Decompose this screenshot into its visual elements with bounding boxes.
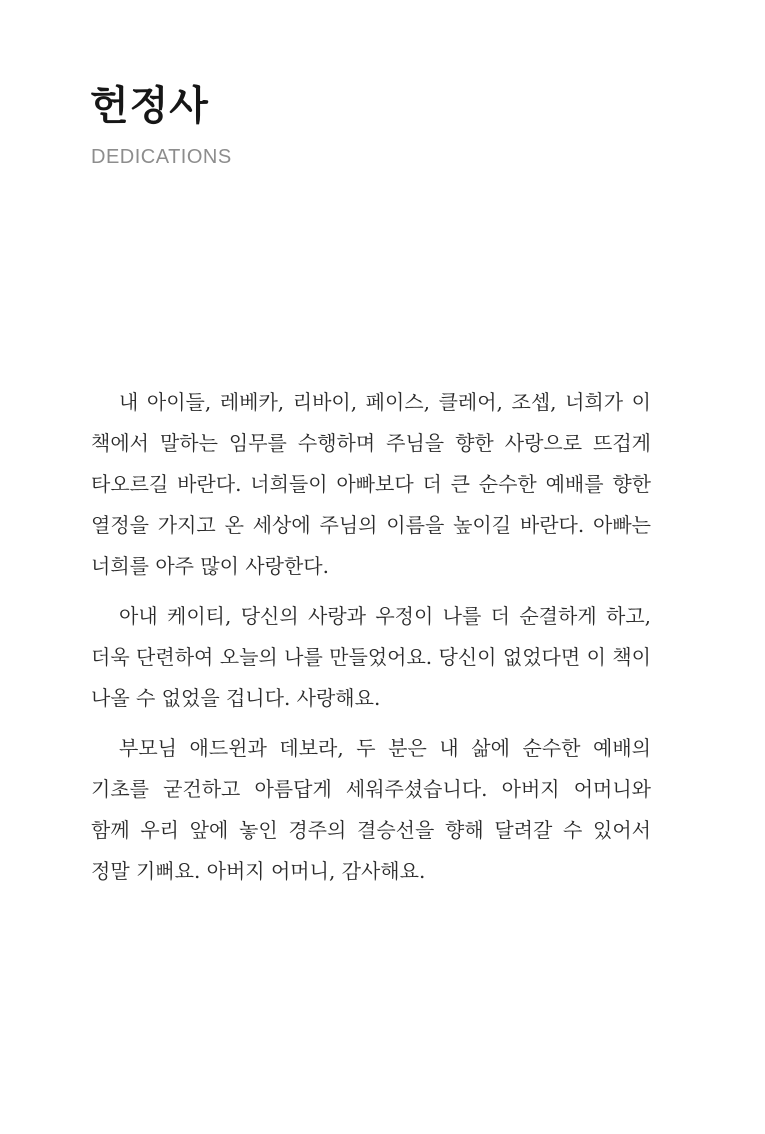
page-title: 헌정사 xyxy=(90,83,209,129)
page-subtitle: DEDICATIONS xyxy=(91,146,232,168)
paragraph-parents: 부모님 애드윈과 데보라, 두 분은 내 삶에 순수한 예배의 기초를 굳건하고 아름답게 세워주셨습니다. 아버지 어머니와 함께 우리 앞에 놓인 경주의 결승선을 향해 달려갈 수 있어서 정말 기뻐요. 아버지 어머니, 감사해요. xyxy=(91,736,651,883)
paragraph-children: 내 아이들, 레베카, 리바이, 페이스, 클레어, 조셉, 너희가 이 책에서 말하는 임무를 수행하며 주님을 향한 사랑으로 뜨겁게 타오르길 바란다. 너희들이 아빠보다 더 큰 순수한 예배를 향한 열정을 가지고 온 세상에 주님의 이름을 높이길 바란다. 아빠는 너희를 아주 많이 사랑한다. xyxy=(91,390,651,578)
paragraph-wife: 아내 케이티, 당신의 사랑과 우정이 나를 더 순결하게 하고, 더욱 단련하여 오늘의 나를 만들었어요. 당신이 없었다면 이 책이 나올 수 없었을 겁니다. 사랑해요. xyxy=(91,604,651,710)
dedication-body xyxy=(91,382,651,901)
